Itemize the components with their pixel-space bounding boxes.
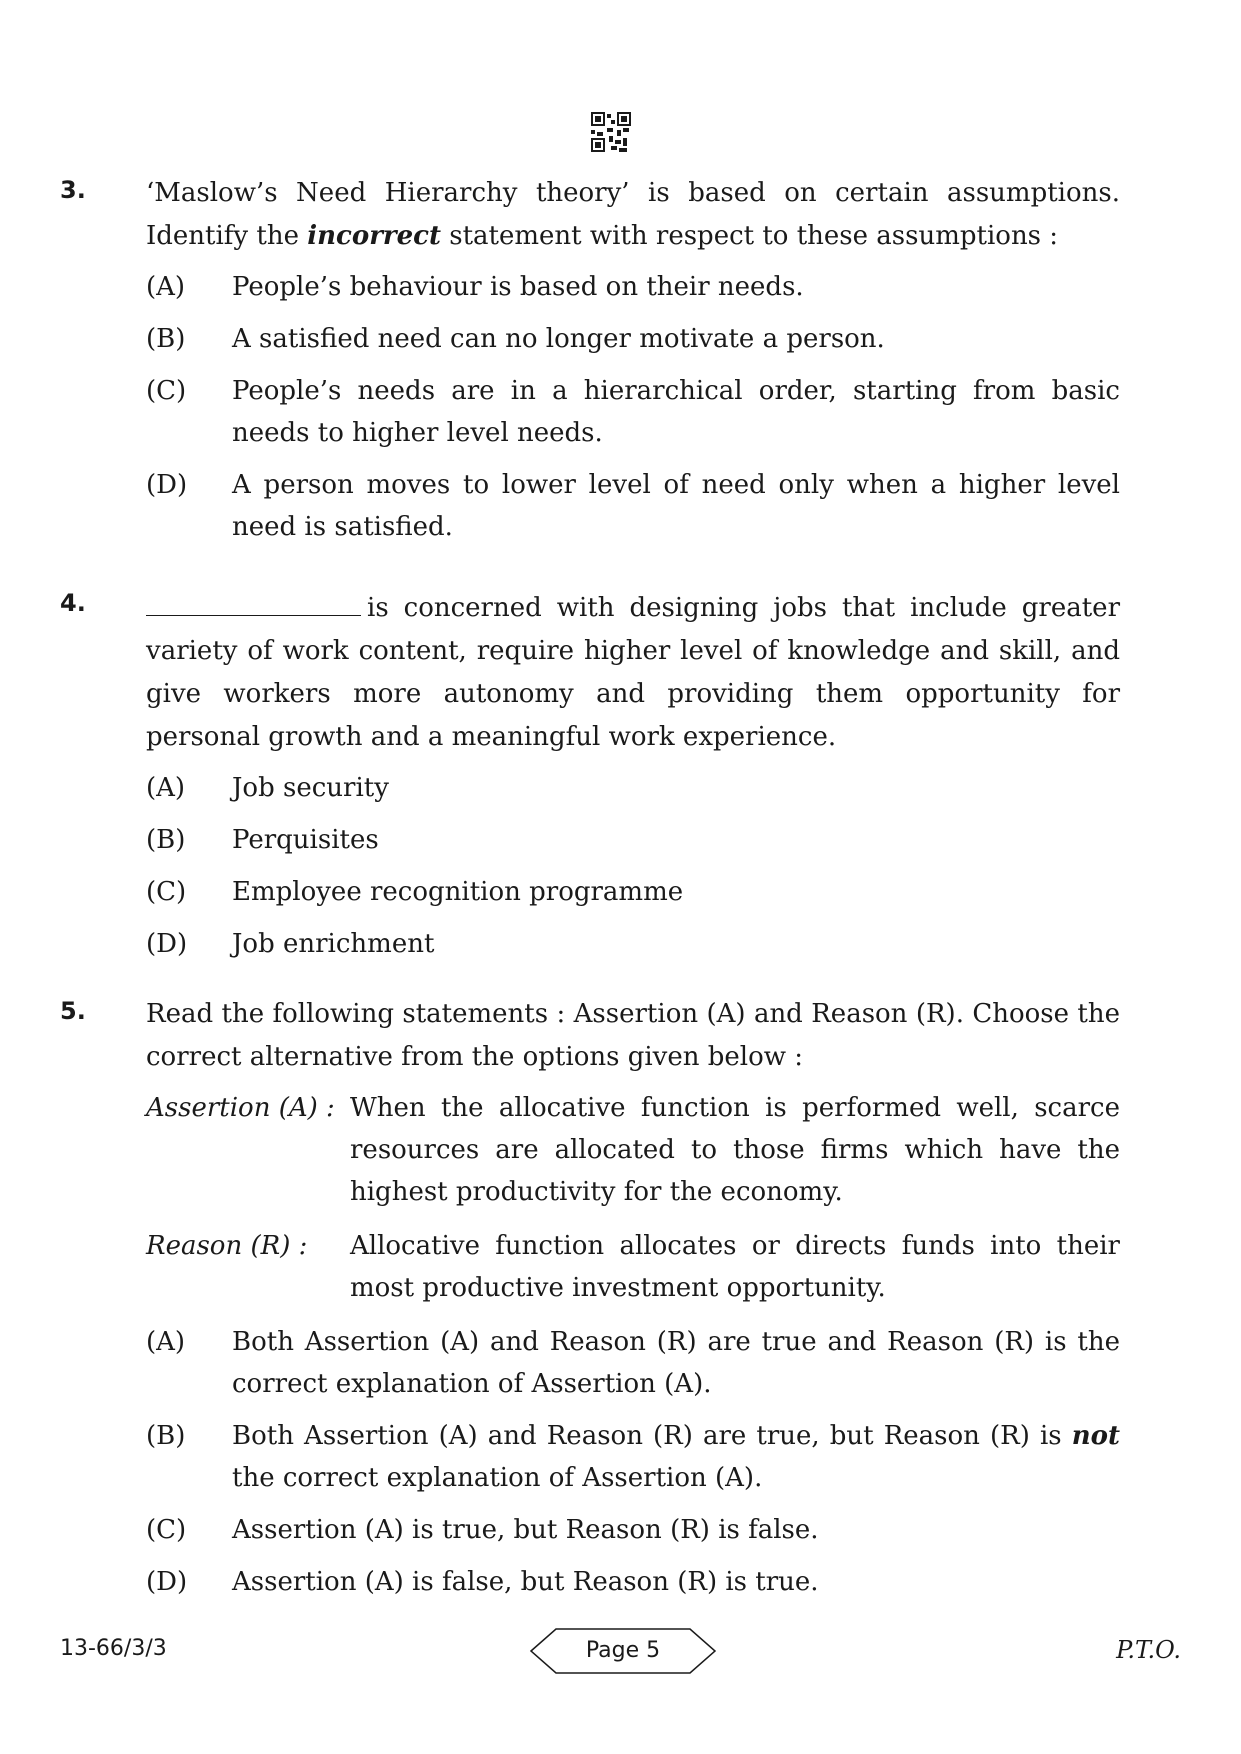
option-text: Job enrichment bbox=[232, 929, 435, 959]
option-text: Job security bbox=[232, 773, 389, 803]
page-footer bbox=[0, 1628, 1241, 1678]
option-text bbox=[232, 1415, 1120, 1499]
stem-text: is concerned with designing jobs that include greater variety of work content, require higher level of knowledge and skill, and give workers more autonomy and providing them opportunity for personal growth and a meaningful work experience. bbox=[146, 593, 1120, 752]
option-a bbox=[146, 767, 1120, 809]
option-text: Employee recognition programme bbox=[232, 877, 684, 907]
page-number-badge bbox=[530, 1628, 716, 1674]
option-c bbox=[146, 370, 1120, 454]
question-stem: Read the following statements : Assertion (A) and Reason (R). Choose the correct alternative from the options given below : bbox=[146, 999, 1120, 1072]
option-text-emphasis: not bbox=[1071, 1421, 1120, 1451]
page-number: Page 5 bbox=[585, 1638, 661, 1663]
question-4 bbox=[60, 585, 1120, 975]
reason-label: Reason (R) : bbox=[146, 1231, 308, 1261]
option-d bbox=[146, 464, 1120, 548]
reason-block bbox=[146, 1225, 1120, 1309]
option-d bbox=[146, 923, 1120, 965]
reason-text: Allocative function allocates or directs funds into their most productive investment opportunity. bbox=[350, 1231, 1120, 1303]
question-5 bbox=[60, 993, 1120, 1613]
question-stem bbox=[146, 585, 1120, 759]
option-text: Both Assertion (A) and Reason (R) are true and Reason (R) is the correct explanation of Assertion (A). bbox=[232, 1327, 1120, 1399]
assertion-label: Assertion (A) : bbox=[146, 1093, 335, 1123]
option-d bbox=[146, 1561, 1120, 1603]
option-label: (B) bbox=[146, 1421, 186, 1451]
option-label: (D) bbox=[146, 1567, 188, 1597]
option-c bbox=[146, 871, 1120, 913]
option-label: (A) bbox=[146, 1327, 186, 1357]
stem-text-end: statement with respect to these assumptions : bbox=[440, 221, 1059, 251]
qr-code-icon bbox=[591, 112, 631, 152]
option-text-start: Both Assertion (A) and Reason (R) are true, but Reason (R) is bbox=[232, 1421, 1072, 1451]
option-b bbox=[146, 318, 1120, 360]
option-label: (C) bbox=[146, 1515, 187, 1545]
option-text: Assertion (A) is true, but Reason (R) is false. bbox=[232, 1515, 819, 1545]
option-text: Perquisites bbox=[232, 825, 379, 855]
option-a bbox=[146, 1321, 1120, 1405]
option-a bbox=[146, 266, 1120, 308]
option-label: (C) bbox=[146, 376, 187, 406]
question-3 bbox=[60, 172, 1120, 558]
paper-code: 13-66/3/3 bbox=[60, 1636, 167, 1661]
question-number: 5. bbox=[60, 997, 86, 1025]
option-label: (A) bbox=[146, 272, 186, 302]
option-text-end: the correct explanation of Assertion (A). bbox=[232, 1463, 763, 1493]
assertion-text: When the allocative function is performed well, scarce resources are allocated to those firms which have the highest productivity for the economy. bbox=[350, 1093, 1120, 1207]
options-list bbox=[146, 266, 1120, 548]
option-text: People’s behaviour is based on their needs. bbox=[232, 272, 804, 302]
question-number: 3. bbox=[60, 176, 86, 204]
option-text: Assertion (A) is false, but Reason (R) is true. bbox=[232, 1567, 819, 1597]
please-turn-over: P.T.O. bbox=[1116, 1636, 1181, 1664]
option-label: (D) bbox=[146, 470, 188, 500]
option-label: (C) bbox=[146, 877, 187, 907]
option-label: (A) bbox=[146, 773, 186, 803]
options-list bbox=[146, 1321, 1120, 1603]
question-stem bbox=[146, 172, 1120, 258]
option-label: (B) bbox=[146, 825, 186, 855]
option-c bbox=[146, 1509, 1120, 1551]
question-number: 4. bbox=[60, 589, 86, 617]
option-text: A satisfied need can no longer motivate a person. bbox=[232, 324, 885, 354]
option-b bbox=[146, 819, 1120, 861]
assertion-block bbox=[146, 1087, 1120, 1213]
stem-text: ‘Maslow’s Need Hierarchy theory’ is based on certain assumptions. Identify the bbox=[146, 178, 1120, 251]
option-label: (D) bbox=[146, 929, 188, 959]
option-b bbox=[146, 1415, 1120, 1499]
option-label: (B) bbox=[146, 324, 186, 354]
option-text: People’s needs are in a hierarchical order, starting from basic needs to higher level needs. bbox=[232, 376, 1120, 448]
stem-emphasis: incorrect bbox=[307, 221, 441, 251]
fill-in-blank bbox=[146, 585, 361, 616]
options-list bbox=[146, 767, 1120, 965]
option-text: A person moves to lower level of need only when a higher level need is satisfied. bbox=[232, 470, 1120, 542]
